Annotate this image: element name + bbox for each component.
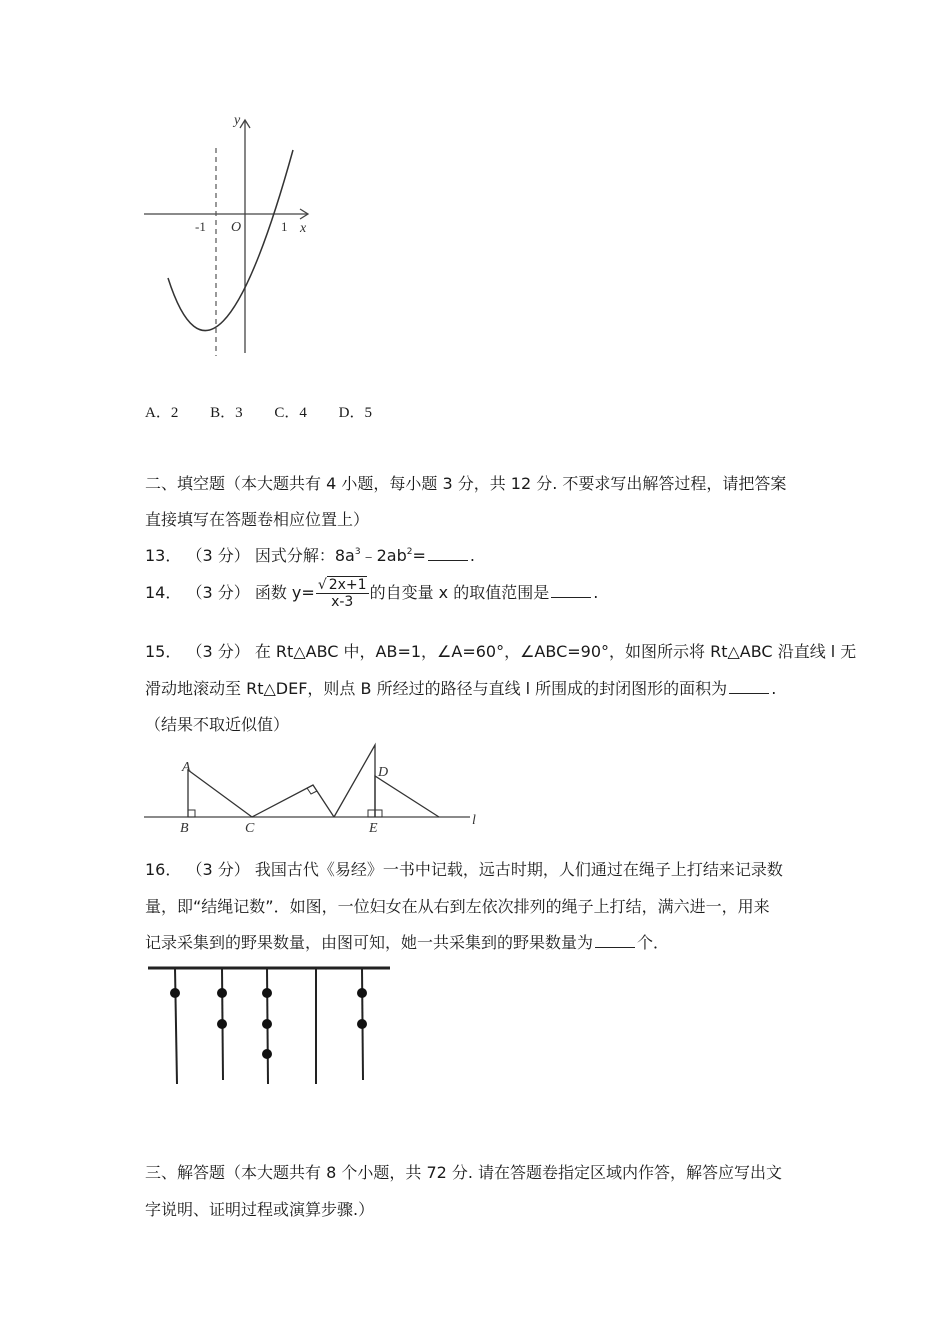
q13-number: 13． [145, 546, 182, 565]
q13-text: 因式分解：8a [254, 546, 355, 565]
section2-heading-line1: 二、填空题（本大题共有 4 小题，每小题 3 分，共 12 分. 不要求写出解答过程，请把答案 [145, 474, 787, 493]
label-d: D [378, 765, 389, 780]
parabola-curve [168, 150, 293, 331]
option-c: C．4 [274, 405, 307, 421]
knot [262, 1019, 272, 1029]
triangle-abc [188, 770, 252, 817]
question-15-line3: （结果不取近似值） [145, 715, 290, 734]
label-e: E [369, 821, 378, 836]
y-axis-label: y [234, 113, 241, 128]
origin-label: O [231, 220, 242, 235]
question-15-line2 [145, 676, 776, 699]
knot [262, 988, 272, 998]
option-d: D．5 [338, 405, 372, 421]
q14-fraction [316, 577, 369, 610]
sqrt-sign: √ [317, 577, 327, 593]
label-l: l [472, 813, 476, 828]
question-16-line2: 量，即“结绳记数”．如图，一位妇女在从右到左依次排列的绳子上打结，满六进一，用来 [145, 897, 770, 916]
q16-line3-end: 个． [637, 933, 670, 952]
knotted-rope-figure [140, 962, 400, 1092]
q14-end: . [593, 583, 599, 602]
q13-exp1: 3 [354, 547, 361, 557]
label-a: A [182, 760, 191, 775]
triangle-position-2 [252, 785, 334, 817]
tick-label-1: 1 [281, 219, 288, 234]
q13-mid: ﹣2ab [360, 546, 407, 565]
option-b: B．3 [210, 405, 243, 421]
x-axis-label: x [300, 221, 307, 236]
parabola-graph [140, 108, 320, 368]
q14-score: （3 分） [186, 583, 250, 602]
q14-suffix: 的自变量 x 的取值范围是 [369, 583, 550, 602]
question-14 [145, 577, 598, 610]
triangle-position-3 [334, 745, 375, 817]
knot [217, 1019, 227, 1029]
q14-prefix: 函数 y= [254, 583, 315, 602]
q16-number: 16． [145, 860, 182, 879]
q14-number: 14． [145, 583, 182, 602]
q13-answer-blank[interactable] [428, 546, 468, 561]
q15-answer-blank[interactable] [729, 679, 769, 694]
section3-heading-line1: 三、解答题（本大题共有 8 个小题，共 72 分. 请在答题卷指定区域内作答，解答应写出文 [145, 1163, 783, 1182]
q15-line2-end: . [771, 679, 777, 698]
right-angle-b [188, 810, 195, 817]
q16-score: （3 分） [186, 860, 250, 879]
q16-text-line1: 我国古代《易经》一书中记载，远古时期，人们通过在绳子上打结来记录数 [254, 860, 783, 879]
q13-exp2: 2 [406, 547, 413, 557]
right-angle-3 [368, 810, 375, 817]
knot [170, 988, 180, 998]
q13-score: （3 分） [186, 546, 250, 565]
question-16-line3 [145, 930, 669, 953]
right-angle-e [375, 810, 382, 817]
q15-text-line1: 在 Rt△ABC 中，AB=1，∠A=60°，∠ABC=90°，如图所示将 Rt△ABC 沿直线 l 无 [254, 642, 857, 661]
knot [357, 1019, 367, 1029]
knot [262, 1049, 272, 1059]
triangle-def [375, 776, 439, 817]
question-15-line1 [145, 639, 856, 662]
tick-label-neg1: -1 [195, 219, 206, 234]
section2-heading-line2: 直接填写在答题卷相应位置上） [145, 510, 370, 529]
q14-denominator: x-3 [331, 594, 354, 610]
q14-answer-blank[interactable] [551, 583, 591, 598]
q13-end: . [469, 546, 475, 565]
q13-tail: = [412, 546, 426, 565]
q15-number: 15． [145, 642, 182, 661]
rolling-triangle-figure [140, 740, 490, 840]
question-13 [145, 543, 475, 566]
knot [357, 988, 367, 998]
option-a: A．2 [145, 405, 179, 421]
q15-score: （3 分） [186, 642, 250, 661]
section3-heading-line2: 字说明、证明过程或演算步骤.） [145, 1200, 375, 1219]
q14-numerator: 2x+1 [328, 577, 367, 593]
q12-options [145, 401, 372, 422]
q16-answer-blank[interactable] [595, 933, 635, 948]
question-16-line1 [145, 857, 783, 880]
rope-1 [175, 968, 177, 1084]
q15-text-line2: 滑动地滚动至 Rt△DEF，则点 B 所经过的路径与直线 l 所围成的封闭图形的面积为 [145, 679, 728, 698]
q16-text-line3: 记录采集到的野果数量，由图可知，她一共采集到的野果数量为 [145, 933, 594, 952]
label-b: B [180, 821, 189, 836]
label-c: C [245, 821, 255, 836]
knot [217, 988, 227, 998]
